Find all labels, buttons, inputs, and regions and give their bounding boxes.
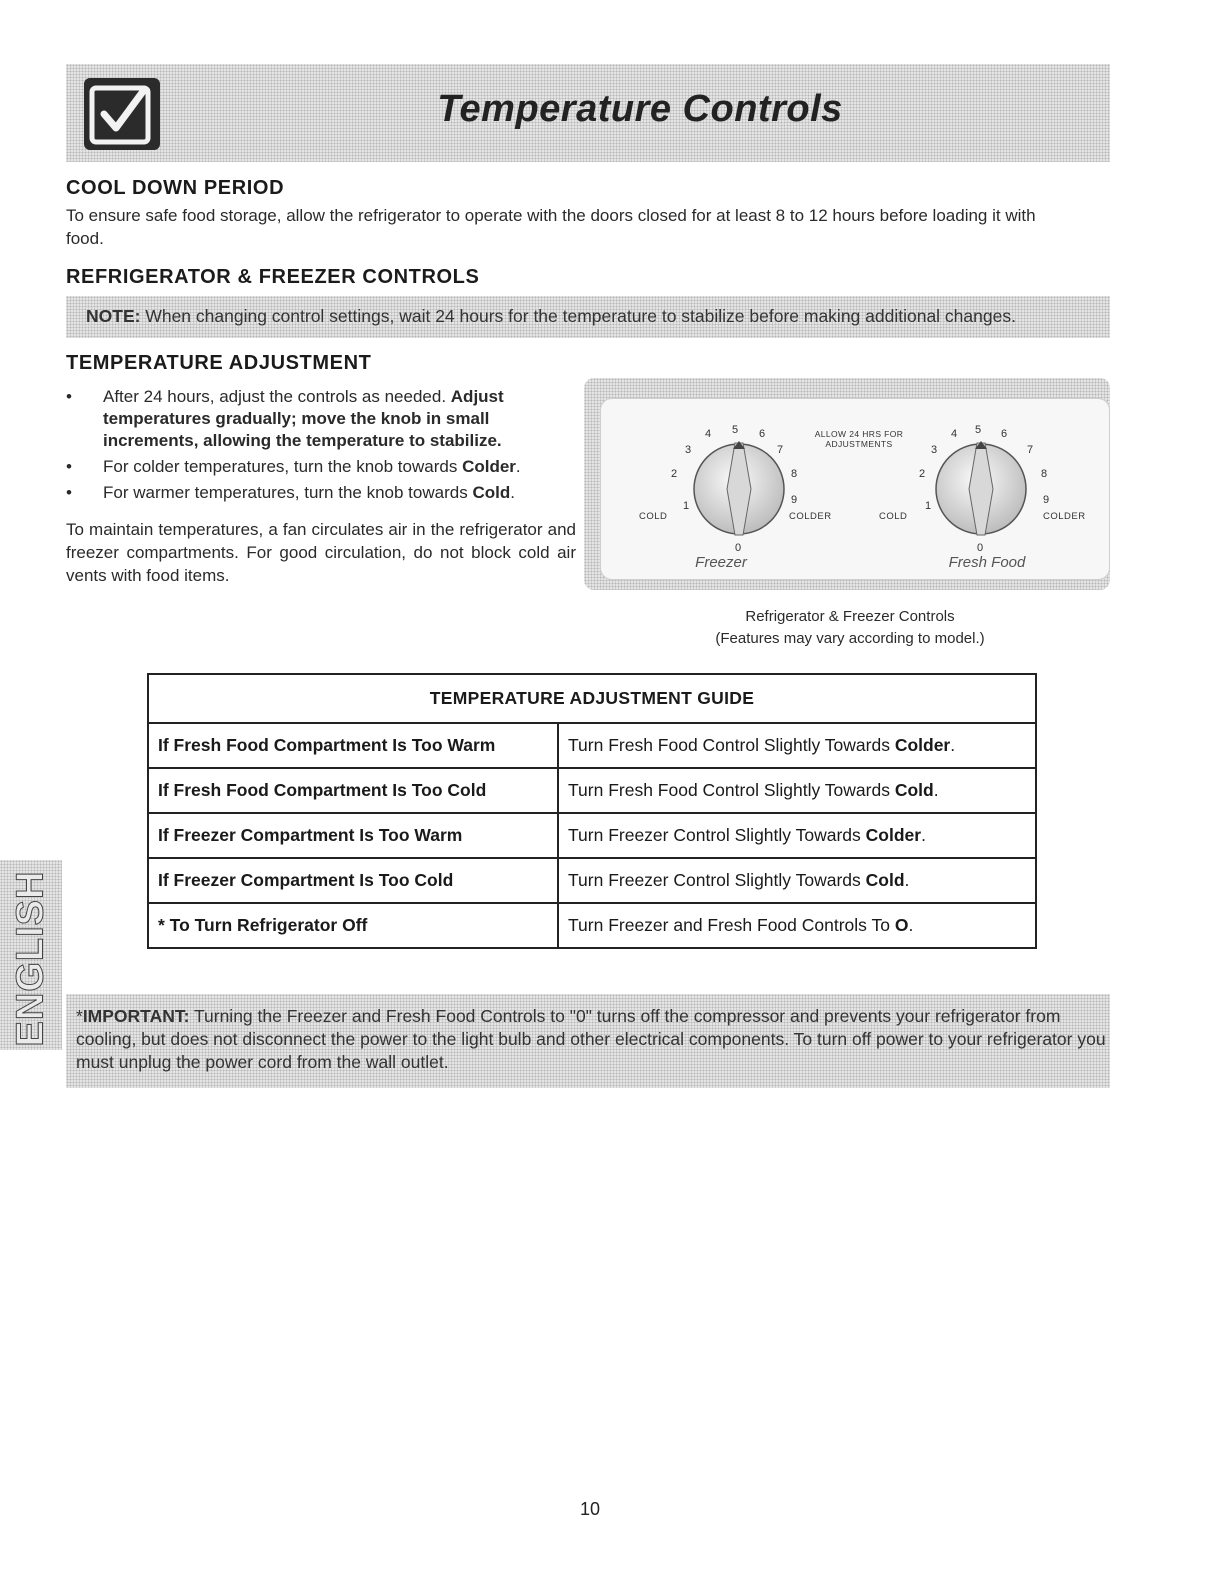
table-row [148,903,1036,948]
figure-caption [640,606,1060,650]
bullet-text: For warmer temperatures, turn the knob towards [103,483,473,502]
dial-number: 4 [705,428,712,440]
control-panel [600,398,1110,580]
dial-number: 2 [919,468,926,480]
dial-number: 3 [931,444,938,456]
dial-number: 9 [1043,494,1050,506]
table-row [148,768,1036,813]
action-cell: Turn Freezer and Fresh Food Controls To O. [558,903,1036,948]
bullet-text: For colder temperatures, turn the knob towards [103,457,463,476]
condition-cell: If Freezer Compartment Is Too Cold [148,858,558,903]
dial-number: 4 [951,428,958,440]
table-title: TEMPERATURE ADJUSTMENT GUIDE [148,674,1036,723]
bullet-bold: Adjust temperatures gradually; move the knob in small increments, allowing the temperature to stabilize. [103,387,504,450]
dial-number: 1 [683,500,690,512]
checklist-icon [84,78,160,150]
adjustment-guide-table [147,673,1037,949]
dial-number: 6 [1001,428,1008,440]
condition-cell: * To Turn Refrigerator Off [148,903,558,948]
adjustment-heading: TEMPERATURE ADJUSTMENT [66,352,372,374]
dial-number: 5 [975,424,982,436]
important-notice [76,1005,1106,1074]
dial-number: 1 [925,500,932,512]
cool-down-heading: COOL DOWN PERIOD [66,177,285,199]
condition-cell: If Fresh Food Compartment Is Too Cold [148,768,558,813]
dial-number: 0 [735,542,742,554]
freezer-label: Freezer [695,554,747,571]
dial-number: 9 [791,494,798,506]
fresh-food-label: Fresh Food [948,554,1026,571]
asterisk: * [76,1006,83,1026]
dial-number: 0 [977,542,984,554]
table-row [148,723,1036,768]
adjustments-text: ADJUSTMENTS [825,439,893,449]
bullet-text: After 24 hours, adjust the controls as needed. [103,387,451,406]
dial-number: 2 [671,468,678,480]
bullet-period: . [515,457,521,476]
dial-number: 8 [1041,468,1048,480]
note-label: NOTE: [86,306,141,326]
cool-down-text: To ensure safe food storage, allow the refrigerator to operate with the doors closed for at least 8 to 12 hours before loading it with food. [66,206,1036,248]
note-text [86,306,1016,327]
adjustment-list [66,386,574,508]
page-title: Temperature Controls [437,88,843,130]
note-body: When changing control settings, wait 24 hours for the temperature to stabilize before making additional changes. [140,306,1016,326]
dial-number: 5 [732,424,739,436]
freezer-knob[interactable] [694,441,784,535]
dial-number: 8 [791,468,798,480]
action-cell: Turn Freezer Control Slightly Towards Cold. [558,858,1036,903]
dial-number: 7 [1027,444,1034,456]
action-cell: Turn Fresh Food Control Slightly Towards Colder. [558,723,1036,768]
list-item [66,456,574,478]
fresh-food-colder-label: COLDER [1043,511,1086,522]
action-cell: Turn Fresh Food Control Slightly Towards Cold. [558,768,1036,813]
list-item [66,386,574,452]
action-cell: Turn Freezer Control Slightly Towards Colder. [558,813,1036,858]
language-tab-label: ENGLISH [9,870,52,1047]
controls-heading: REFRIGERATOR & FREEZER CONTROLS [66,266,480,288]
fresh-food-cold-label: COLD [879,511,908,522]
caption-line: (Features may vary according to model.) [715,630,985,647]
table-row [148,858,1036,903]
dial-number: 6 [759,428,766,440]
page-number: 10 [579,1499,601,1519]
freezer-colder-label: COLDER [789,511,832,522]
bullet-bold: Colder [462,457,516,476]
caption-line: Refrigerator & Freezer Controls [745,608,955,625]
dial-number: 7 [777,444,784,456]
allow-24-hrs-text: ALLOW 24 HRS FOR [814,429,904,439]
important-text: Turning the Freezer and Fresh Food Controls to "0" turns off the compressor and prevents your refrigerator from cooling, but does not disconnect the power to the light bulb and other electrical components. To turn off power to your refrigerator you must unplug the power cord from the wall outlet. [76,1006,1106,1072]
bullet-bold: Cold [472,483,511,502]
fresh-food-knob[interactable] [936,441,1026,535]
freezer-cold-label: COLD [639,511,668,522]
condition-cell: If Fresh Food Compartment Is Too Warm [148,723,558,768]
bullet-period: . [510,483,515,502]
table-row [148,813,1036,858]
condition-cell: If Freezer Compartment Is Too Warm [148,813,558,858]
important-label: IMPORTANT: [82,1006,190,1026]
dial-number: 3 [685,444,692,456]
list-item [66,482,574,504]
fan-paragraph: To maintain temperatures, a fan circulates air in the refrigerator and freezer compartments. For good circulation, do not block cold air vents with food items. [66,520,576,585]
